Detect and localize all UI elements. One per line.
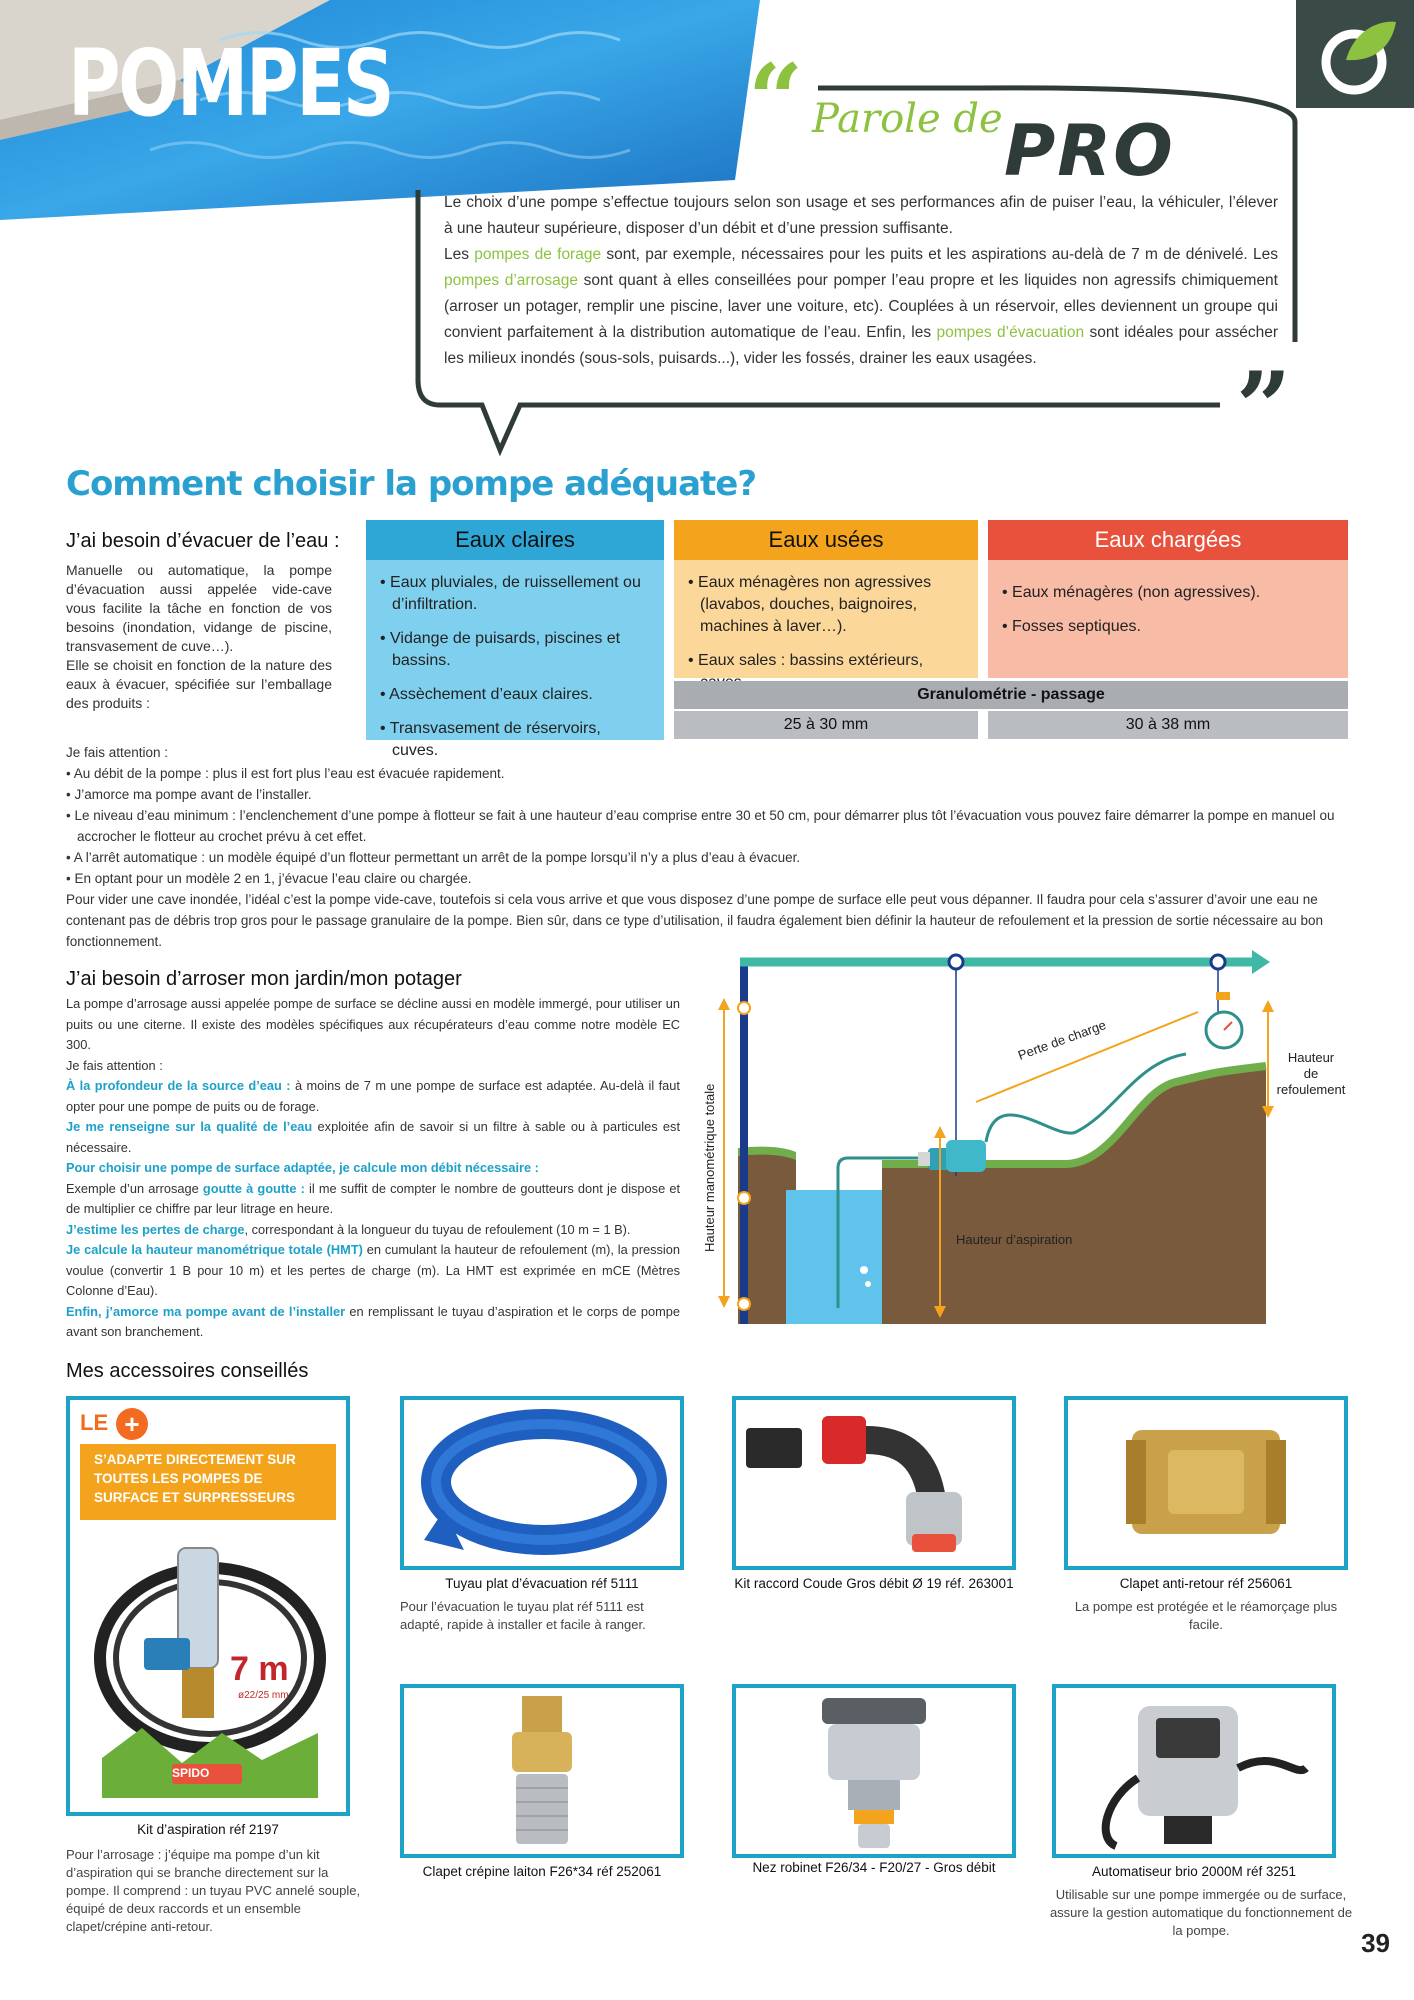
clapet-crepine-image bbox=[404, 1688, 680, 1854]
arroser-point-1 bbox=[66, 1076, 680, 1117]
arroser-point-text: exploitée afin de savoir si un filtre à sable ou à particules est nécessaire. bbox=[66, 1119, 680, 1155]
arroser-point-3 bbox=[66, 1158, 680, 1179]
arroser-point-7 bbox=[66, 1302, 680, 1343]
product-clapet-crepine[interactable] bbox=[400, 1684, 684, 1858]
list-item: • Fosses septiques. bbox=[1002, 616, 1334, 638]
tuyau-plat-image bbox=[404, 1400, 680, 1566]
label-aspiration: Hauteur d’aspiration bbox=[956, 1232, 1073, 1247]
arroser-point-text: à moins de 7 m une pompe de surface est adaptée. Au-delà il faut opter pour une pompe de puits ou de forage. bbox=[66, 1078, 680, 1114]
page-number: 39 bbox=[1361, 1928, 1390, 1958]
list-item: • J’amorce ma pompe avant de l’installer. bbox=[66, 787, 312, 802]
pump-installation-diagram bbox=[696, 952, 1346, 1332]
column-eaux-claires bbox=[366, 520, 664, 759]
list-item: • Transvasement de réservoirs, cuves. bbox=[380, 718, 650, 762]
section-title-choose: Comment choisir la pompe adéquate? bbox=[66, 464, 757, 504]
label-perte-charge: Perte de charge bbox=[1015, 1017, 1108, 1063]
granulometrie-usees: 25 à 30 mm bbox=[674, 711, 978, 739]
arroser-attention: Je fais attention : bbox=[66, 1057, 163, 1073]
list-item: • Eaux pluviales, de ruissellement ou d’infiltration. bbox=[380, 572, 650, 616]
product-nez-robinet[interactable] bbox=[732, 1684, 1016, 1858]
label-refoulement-3: refoulement bbox=[1276, 1082, 1346, 1097]
link-pompes-forage: pompes de forage bbox=[474, 246, 602, 263]
arroser-heading: J’ai besoin d’arroser mon jardin/mon potager bbox=[66, 968, 462, 990]
evacuer-text-1: Manuelle ou automatique, la pompe d’évacuation aussi appelée vide-cave vous facilite la tâche en fonction de vos besoins (inondation, vidange de piscine, transvasement de cuve…). bbox=[66, 562, 332, 654]
kit-length: 7 m bbox=[230, 1650, 289, 1688]
granulometrie-chargees: 30 à 38 mm bbox=[988, 711, 1348, 739]
arroser-intro: La pompe d’arrosage aussi appelée pompe de surface se décline aussi en modèle immergé, pour utiliser un puits ou une citerne. Il existe des modèles spécifiques aux récupérateurs d’eau comme notre modèle EC 300. bbox=[66, 996, 680, 1052]
list-item: • A l’arrêt automatique : un modèle équipé d’un flotteur permettant un arrêt de la pompe lorsqu’il n’y a plus d’eau à évacuer. bbox=[66, 850, 801, 865]
evacuer-heading: J’ai besoin d’évacuer de l’eau : bbox=[66, 530, 340, 552]
clapet-anti-retour-image bbox=[1068, 1400, 1344, 1566]
arroser-point-lead: Je me renseigne sur la qualité de l’eau bbox=[66, 1119, 313, 1134]
column-heading: Eaux usées bbox=[674, 520, 978, 560]
pro-label: PRO bbox=[1004, 110, 1175, 192]
arroser-point-6 bbox=[66, 1240, 680, 1302]
arroser-point-lead: Je calcule la hauteur manométrique totale (HMT) bbox=[66, 1242, 363, 1257]
kit-banner: S’ADAPTE DIRECTEMENT SUR TOUTES LES POMPES DE SURFACE ET SURPRESSEURS bbox=[80, 1444, 336, 1520]
page-title: POMPES bbox=[68, 30, 393, 137]
le-label: LE bbox=[80, 1410, 109, 1435]
arroser-point-2 bbox=[66, 1117, 680, 1158]
product-desc: Pour l’arrosage : j’équipe ma pompe d’un kit d’aspiration qui se branche directement sur la pompe. Il comprend : un tuyau PVC annelé souple, équipé de deux raccords et un ensemble clapet/crépine anti-retour. bbox=[66, 1847, 361, 1934]
product-clapet-anti-retour[interactable] bbox=[1064, 1396, 1348, 1570]
product-kit-raccord[interactable] bbox=[732, 1396, 1016, 1570]
pro-text-a: Les bbox=[444, 246, 475, 263]
list bbox=[674, 560, 978, 694]
pro-text-d: sont idéales pour assécher les milieux inondés (sous-sols, puisards...), vider les fossés, drainer les eaux usagées. bbox=[444, 324, 1278, 367]
attention-item-text: Au débit de la pompe : plus il est fort plus l’eau est évacuée rapidement. bbox=[73, 766, 505, 781]
pro-text-c: sont quant à elles conseillées pour pomper l’eau propre et les liquides non agressifs chimiquement (arroser un potager, remplir une piscine, laver une voiture, etc). Couplées à un réservoir, elles deviennent un groupe qui convient parfaitement à la distribution automatique de l’eau. Enfin, les bbox=[444, 272, 1278, 341]
link-pompes-evacuation: pompes d’évacuation bbox=[936, 324, 1085, 341]
label-refoulement-2: de bbox=[1303, 1066, 1319, 1081]
list-item: • En optant pour un modèle 2 en 1, j’évacue l’eau claire ou chargée. bbox=[66, 871, 472, 886]
column-heading: Eaux chargées bbox=[988, 520, 1348, 560]
quote-close-icon: ” bbox=[1236, 351, 1292, 464]
product-desc: Pour l’évacuation le tuyau plat réf 5111 est adapté, rapide à installer et facile à ranger. bbox=[400, 1599, 646, 1632]
product-label: Kit raccord Coude Gros débit Ø 19 réf. 263001 bbox=[734, 1576, 1014, 1591]
column-heading: Eaux claires bbox=[366, 520, 664, 560]
tap-icon bbox=[1216, 992, 1230, 1000]
attention-item-text: A l’arrêt automatique : un modèle équipé d’un flotteur permettant un arrêt de la pompe lorsqu’il n’y a plus d’eau à évacuer. bbox=[73, 850, 801, 865]
leaf-logo-icon bbox=[1296, 0, 1414, 108]
product-label: Kit d’aspiration réf 2197 bbox=[137, 1822, 279, 1837]
product-label: Nez robinet F26/34 - F20/27 - Gros débit bbox=[752, 1860, 996, 1875]
list-item: • Vidange de puisards, piscines et bassins. bbox=[380, 628, 650, 672]
label-refoulement-1: Hauteur bbox=[1287, 1050, 1335, 1065]
pro-paragraph-2 bbox=[444, 242, 1278, 372]
column-eaux-usees bbox=[674, 520, 978, 678]
kit-diameter: ø22/25 mm bbox=[238, 1690, 289, 1701]
arroser-point-text: , correspondant à la longueur du tuyau de refoulement (10 m = 1 B). bbox=[244, 1221, 631, 1237]
kit-raccord-image bbox=[736, 1400, 1012, 1566]
product-label: Automatiseur brio 2000M réf 3251 bbox=[1091, 1864, 1297, 1879]
pro-advice-text bbox=[444, 190, 1278, 372]
arroser-point-4 bbox=[66, 1179, 680, 1220]
pro-text-b: sont, par exemple, nécessaires pour les puits et les aspirations au-delà de 7 m de dénivelé. Les bbox=[601, 246, 1278, 263]
attention-item-text: J’amorce ma pompe avant de l’installer. bbox=[74, 787, 312, 802]
accessories-heading: Mes accessoires conseillés bbox=[66, 1360, 309, 1382]
attention-note: Pour vider une cave inondée, l’idéal c’est la pompe vide-cave, toutefois si cela vous arrive et que vous disposez d’une pompe de surface elle peut vous dépanner. Il faudra pour cela s’assurer d’avoir une eau ne contenant pas de débris trop gros pour le passage granulaire de la pompe. Bien sûr, dans ce type d’utilisation, il faudra également bien définir la hauteur de refoulement et la pression de sortie nécessaire au bon fonctionnement. bbox=[66, 892, 1324, 949]
list-item: • Assèchement d’eaux claires. bbox=[380, 684, 650, 706]
list-item: • Le niveau d’eau minimum : l’enclenchement d’une pompe à flotteur se fait à une hauteur d’eau comprise entre 30 et 50 cm, pour démarrer plus tôt l’évacuation vous pouvez faire démarrer la pompe en manuel ou accrocher le flotteur au crochet prévu à cet effet. bbox=[66, 808, 1335, 844]
arroser-point-text: en cumulant la hauteur de refoulement (m), la pression voulue (convertir 1 B pour 10 m) et les pertes de charge (m). La HMT est exprimée en mCE (Mètres Colonne d’Eau). bbox=[66, 1242, 680, 1298]
attention-item-text: Le niveau d’eau minimum : l’enclenchement d’une pompe à flotteur se fait à une hauteur d’eau comprise entre 30 et 50 cm, pour démarrer plus tôt l’évacuation vous pouvez faire démarrer la pompe en manuel ou accrocher le flotteur au crochet prévu à cet effet. bbox=[74, 808, 1335, 844]
arroser-point-lead: À la profondeur de la source d’eau : bbox=[66, 1078, 291, 1093]
product-label: Tuyau plat d’évacuation réf 5111 bbox=[445, 1576, 639, 1591]
attention-block bbox=[66, 742, 1348, 952]
arroser-point-lead: J’estime les pertes de charge bbox=[66, 1221, 245, 1237]
arroser-point-lead: Enfin, j’amorce ma pompe avant de l’installer bbox=[66, 1303, 346, 1319]
arroser-point-text: il me suffit de compter le nombre de goutteurs dont je dispose et de multiplier ce chiffre par leur litrage en heure. bbox=[66, 1180, 680, 1216]
product-kit-aspiration[interactable] bbox=[66, 1396, 350, 1816]
evacuer-text bbox=[66, 561, 332, 713]
list-item: • Eaux ménagères (non agressives). bbox=[1002, 582, 1334, 604]
brand-logo bbox=[1296, 0, 1414, 108]
arroser-point-5 bbox=[66, 1220, 680, 1241]
attention-title: Je fais attention : bbox=[66, 745, 169, 760]
list-item: • Eaux ménagères non agressives (lavabos, douches, baignoires, machines à laver…). bbox=[688, 572, 964, 638]
product-label: Clapet anti-retour réf 256061 bbox=[1119, 1576, 1293, 1591]
list bbox=[988, 560, 1348, 638]
column-eaux-chargees bbox=[988, 520, 1348, 678]
product-tuyau-plat[interactable] bbox=[400, 1396, 684, 1570]
evacuer-text-2: Elle se choisit en fonction de la nature des eaux à évacuer, spécifiée sur l’emballage des produits : bbox=[66, 657, 332, 711]
water-well bbox=[786, 1190, 882, 1324]
arroser-point-text: en remplissant le tuyau d’aspiration et le corps de pompe avant son branchement. bbox=[66, 1303, 680, 1339]
kit-brand: SPIDO bbox=[172, 1766, 210, 1780]
plus-icon: + bbox=[116, 1408, 148, 1440]
link-pompes-arrosage: pompes d’arrosage bbox=[444, 272, 578, 289]
quote-open-icon: “ bbox=[748, 43, 804, 156]
attention-item-text: En optant pour un modèle 2 en 1, j’évacue l’eau claire ou chargée. bbox=[74, 871, 472, 886]
nez-robinet-image bbox=[736, 1688, 1012, 1854]
arroser-point-lead: Pour choisir une pompe de surface adaptée, je calcule mon débit nécessaire : bbox=[66, 1160, 539, 1175]
list-item: • Eaux sales : bassins extérieurs, bbox=[688, 650, 964, 694]
granulometrie-header: Granulométrie - passage bbox=[674, 681, 1348, 709]
product-desc: Utilisable sur une pompe immergée ou de surface, assure la gestion automatique du fonctionnement de la pompe. bbox=[1049, 1887, 1353, 1938]
list bbox=[366, 560, 664, 762]
arroser-point-lead: goutte à goutte : bbox=[202, 1180, 305, 1196]
product-desc: La pompe est protégée et le réamorçage plus facile. bbox=[1074, 1599, 1338, 1632]
pro-paragraph-1: Le choix d’une pompe s’effectue toujours selon son usage et ses performances afin de puiser l’eau, la véhiculer, l’élever à une hauteur supérieure, disposer d’un débit et d’une pression suffisante. bbox=[444, 194, 1278, 237]
product-label: Clapet crépine laiton F26*34 réf 252061 bbox=[422, 1864, 662, 1879]
product-automatiseur-brio[interactable] bbox=[1052, 1684, 1336, 1858]
parole-de-label: Parole de bbox=[812, 96, 1003, 142]
kit-aspiration-image bbox=[82, 1528, 338, 1798]
automatiseur-brio-image bbox=[1056, 1688, 1332, 1854]
list-item: • Au débit de la pompe : plus il est fort plus l’eau est évacuée rapidement. bbox=[66, 766, 505, 781]
arroser-point-pre: Exemple d’un arrosage bbox=[66, 1180, 203, 1196]
label-hmt: Hauteur manométrique totale bbox=[702, 1083, 717, 1252]
arroser-text bbox=[66, 994, 680, 1343]
